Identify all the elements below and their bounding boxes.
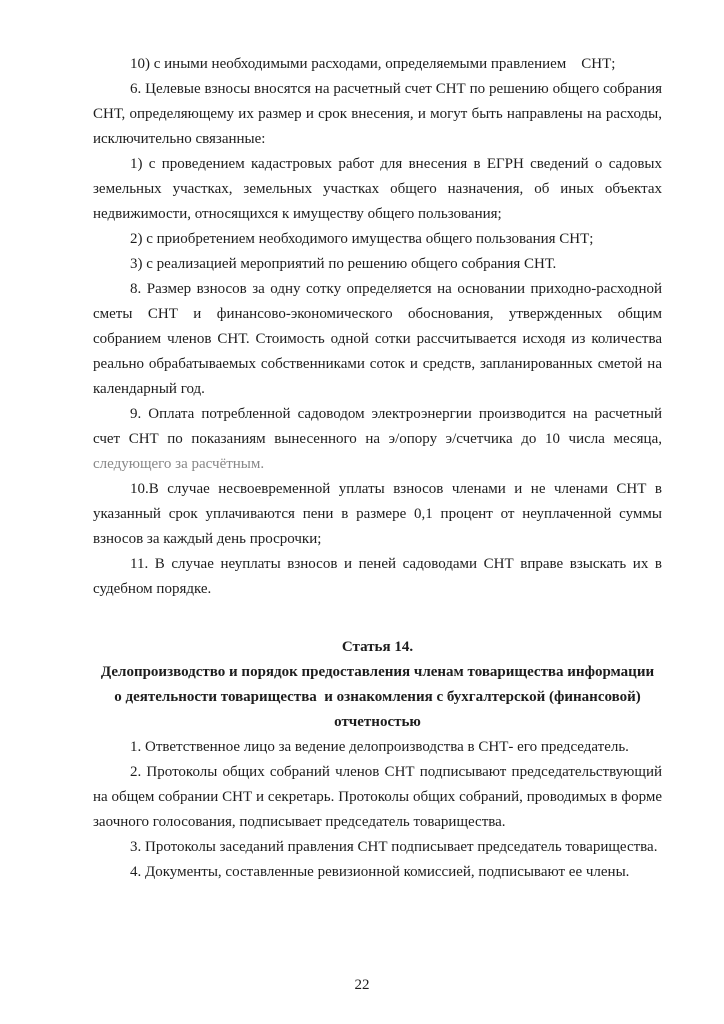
article-14-number: Статья 14. (341, 639, 414, 655)
article-14-title-line-3: отчетностью (334, 714, 421, 730)
clause-6-item-3-events: 3) с реализацией мероприятий по решению общего собрания СНТ. (130, 256, 557, 272)
article-14-title-line-1: Делопроизводство и порядок предоставления членам товарищества информации (100, 664, 655, 680)
clause-9-electricity-payment (93, 402, 662, 477)
clause-10-late-payment-penalty: 10.В случае несвоевременной уплаты взносов членами и не членами СНТ в указанный срок уплачиваются пени в размере 0,1 процент от неуплаченной суммы взносов за каждый день просрочки; (93, 481, 662, 547)
clause-4-audit-commission-documents: 4. Документы, составленные ревизионной комиссией, подписывают ее члены. (130, 864, 630, 880)
clause-1-record-keeping-responsible: 1. Ответственное лицо за ведение делопроизводства в СНТ- его председатель. (130, 739, 629, 755)
clause-9-muted-tail: следующего за расчётным. (93, 456, 265, 472)
clause-6-target-contributions: 6. Целевые взносы вносятся на расчетный счет СНТ по решению общего собрания СНТ, определяющему их размер и срок внесения, и могут быть направлены на расходы, исключительно связанные: (93, 81, 662, 147)
page-content (93, 52, 662, 885)
clause-11-court-recovery: 11. В случае неуплаты взносов и пеней садоводами СНТ вправе взыскать их в судебном порядке. (93, 556, 662, 597)
page-number: 22 (354, 977, 370, 993)
clause-10-other-costs: 10) с иными необходимыми расходами, определяемыми правлением СНТ; (130, 56, 616, 72)
article-14-title-line-2: о деятельности товарищества и ознакомления с бухгалтерской (финансовой) (114, 689, 641, 705)
clause-9-text: 9. Оплата потребленной садоводом электроэнергии производится на расчетный счет СНТ по показаниям вынесенного на э/опору э/счетчика до 10 числа месяца, (93, 406, 662, 447)
clause-3-board-meeting-minutes: 3. Протоколы заседаний правления СНТ подписывает председатель товарищества. (130, 839, 658, 855)
article-14-heading (93, 635, 662, 735)
clause-6-item-1-cadastral-works: 1) с проведением кадастровых работ для внесения в ЕГРН сведений о садовых земельных участках, земельных участках общего назначения, об иных объектах недвижимости, относящихся к имуществу общего пользования; (93, 156, 662, 222)
clause-2-general-meeting-minutes: 2. Протоколы общих собраний членов СНТ подписывают председательствующий на общем собрании СНТ и секретарь. Протоколы общих собраний, проводимых в форме заочного голосования, подписывает председатель товарищества. (93, 764, 662, 830)
clause-8-contribution-size: 8. Размер взносов за одну сотку определяется на основании приходно-расходной сметы СНТ и финансово-экономического обоснования, утвержденных общим собранием членов СНТ. Стоимость одной сотки рассчитывается исходя из количества реально обрабатываемых собственниками соток и средств, запланированных сметой на календарный год. (93, 281, 662, 397)
clause-6-item-2-property-purchase: 2) с приобретением необходимого имущества общего пользования СНТ; (130, 231, 594, 247)
